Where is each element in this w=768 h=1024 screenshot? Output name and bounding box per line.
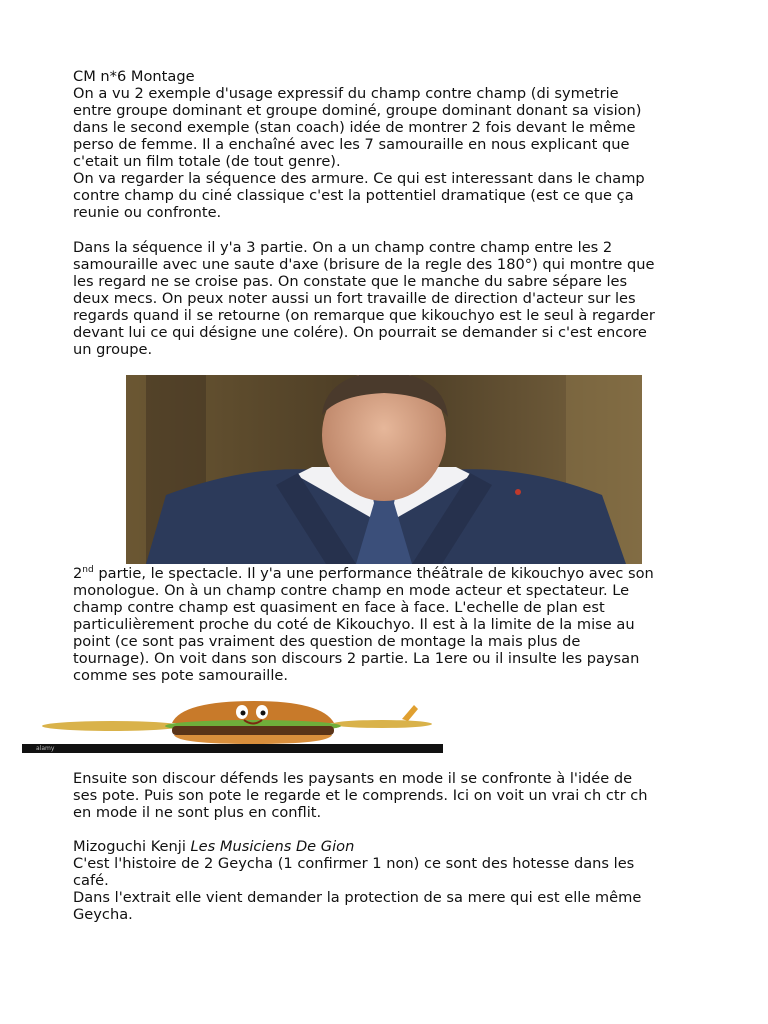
text-line: comme ses pote samouraille. [73,667,289,684]
spectacle-paragraph [73,565,713,684]
text-line: CM n*6 Montage [73,68,195,85]
text-line: Dans l'extrait elle vient demander la protection de sa mere qui est elle même [73,889,642,906]
text-line: les regard ne se croise pas. On constate que le manche du sabre sépare les [73,273,628,290]
text-line: un groupe. [73,341,153,358]
sequence-paragraph [73,239,713,358]
intro-paragraph [73,68,713,221]
text-line: contre champ du ciné classique c'est la pottentiel dramatique (est ce que ça [73,187,634,204]
text-line: monologue. On à un champ contre champ en mode acteur et spectateur. Le [73,582,630,599]
text-line: dans le second exemple (stan coach) idée de montrer 2 fois devant le même [73,119,636,136]
author-name: Mizoguchi Kenji [73,838,191,855]
text-line: reunie ou confronte. [73,204,222,221]
text-line: Geycha. [73,906,133,923]
text-line: c'etait un film totale (de tout genre). [73,153,341,170]
text-line: devant lui ce qui désigne une colére). On pourrait se demander si c'est encore [73,324,647,341]
watermark-text: alamy [36,745,55,752]
mizoguchi-paragraph [73,838,713,923]
text-line: entre groupe dominant et groupe dominé, groupe dominant donant sa vision) [73,102,642,119]
text-line: champ contre champ est quasiment en face à face. L'echelle de plan est [73,599,605,616]
ordinal-suffix: nd [82,565,94,575]
text-line: en mode il ne sont plus en conflit. [73,804,322,821]
text-line: café. [73,872,109,889]
text-line: deux mecs. On peux noter aussi un fort travaille de direction d'acteur sur les [73,290,636,307]
text-line: ses pote. Puis son pote le regarde et le comprends. Ici on voit un vrai ch ctr ch [73,787,648,804]
watermark-bar [22,744,443,753]
text-line: On va regarder la séquence des armure. Ce qui est interessant dans le champ [73,170,645,187]
text-line [73,565,713,582]
text-line: point (ce sont pas vraiment des question de montage la mais plus de [73,633,581,650]
burger-illustration [22,697,443,753]
text-line: samouraille avec une saute d'axe (brisure de la regle des 180°) qui montre que [73,256,655,273]
text-line: regards quand il se retourne (on remarque que kikouchyo est le seul à regarder [73,307,655,324]
discourse-paragraph [73,770,713,821]
text-segment: partie, le spectacle. Il y'a une performance théâtrale de kikouchyo avec son [93,565,654,582]
text-line: Ensuite son discour défends les paysants en mode il se confronte à l'idée de [73,770,633,787]
text-line: tournage). On voit dans son discours 2 partie. La 1ere ou il insulte les paysan [73,650,640,667]
portrait-photo [126,375,642,564]
text-line [73,838,713,855]
text-line: particulièrement proche du coté de Kikouchyo. Il est à la limite de la mise au [73,616,635,633]
part-number: 2 [73,565,83,582]
text-line: Dans la séquence il y'a 3 partie. On a un champ contre champ entre les 2 [73,239,613,256]
text-line: C'est l'histoire de 2 Geycha (1 confirmer 1 non) ce sont des hotesse dans les [73,855,635,872]
text-line: perso de femme. Il a enchaîné avec les 7 samouraille en nous explicant que [73,136,630,153]
film-title: Les Musiciens De Gion [190,838,355,855]
text-line: On a vu 2 exemple d'usage expressif du champ contre champ (di symetrie [73,85,619,102]
